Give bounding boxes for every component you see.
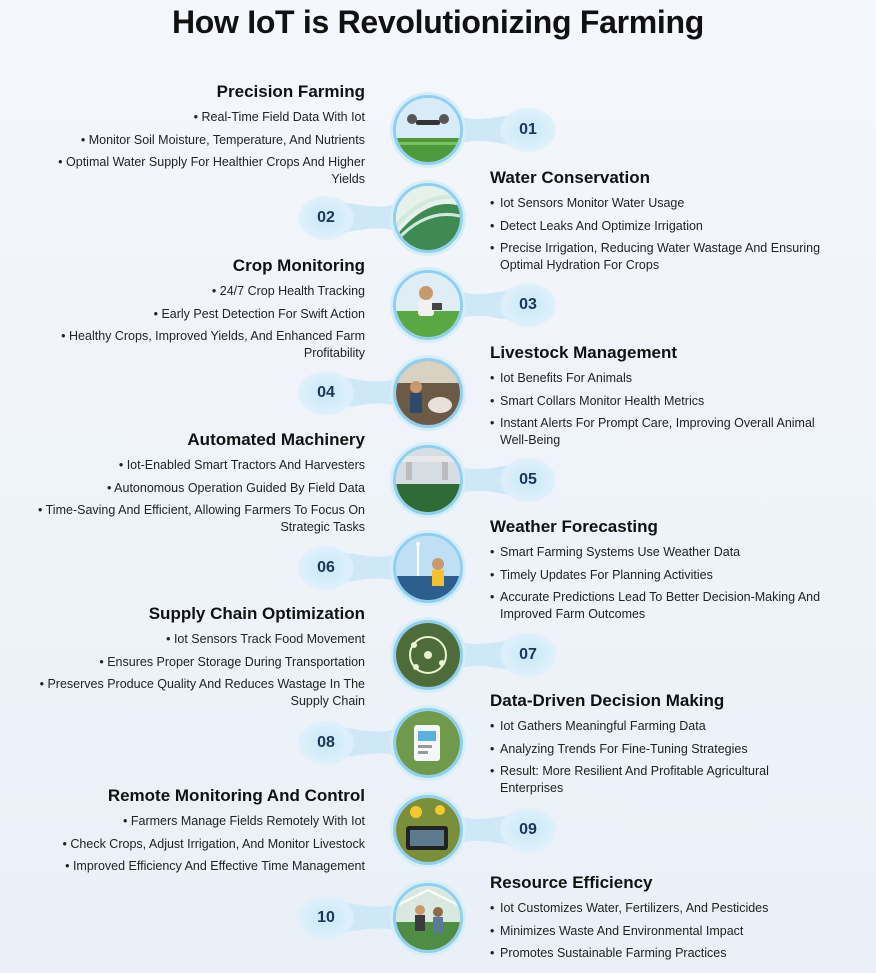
wind-turbine-solar-icon	[393, 533, 463, 603]
step-number: 08	[298, 721, 354, 765]
step-number: 10	[298, 896, 354, 940]
step-point: • Ensures Proper Storage During Transportation	[25, 654, 365, 671]
step-point: • Optimal Water Supply For Healthier Crops And Higher Yields	[25, 154, 365, 188]
step-point: • Farmers Manage Fields Remotely With Iot	[25, 813, 365, 830]
automated-machinery-icon-image	[396, 448, 460, 512]
step-point: • 24/7 Crop Health Tracking	[25, 283, 365, 300]
tablet-data-icon	[393, 708, 463, 778]
step-points	[25, 283, 365, 362]
step-point: • Detect Leaks And Optimize Irrigation	[490, 218, 835, 235]
greenhouse-workers-icon-image	[396, 886, 460, 950]
page-title: How IoT is Revolutionizing Farming	[171, 4, 705, 40]
step-point: • Minimizes Waste And Environmental Impact	[490, 923, 835, 940]
drone-over-field-icon-image	[396, 98, 460, 162]
step-point: • Iot Sensors Monitor Water Usage	[490, 195, 835, 212]
step-point: • Early Pest Detection For Swift Action	[25, 306, 365, 323]
step-points	[25, 813, 365, 875]
step-heading: Supply Chain Optimization	[148, 604, 365, 623]
step-point: • Analyzing Trends For Fine-Tuning Strategies	[490, 741, 835, 758]
greenhouse-workers-icon	[393, 883, 463, 953]
step-point: • Autonomous Operation Guided By Field Data	[25, 480, 365, 497]
step-block	[25, 256, 365, 368]
step-point: • Accurate Predictions Lead To Better Decision-Making And Improved Farm Outcomes	[490, 589, 835, 623]
step-point: • Monitor Soil Moisture, Temperature, And Nutrients	[25, 132, 365, 149]
step-heading: Remote Monitoring And Control	[107, 786, 365, 805]
step-number: 01	[500, 108, 556, 152]
step-block	[490, 517, 835, 629]
step-point: • Improved Efficiency And Effective Time Management	[25, 858, 365, 875]
step-heading: Automated Machinery	[187, 430, 365, 449]
tablet-data-icon-image	[396, 711, 460, 775]
farmer-with-tablet-icon	[393, 270, 463, 340]
step-point: • Instant Alerts For Prompt Care, Improving Overall Animal Well-Being	[490, 415, 835, 449]
step-points	[25, 457, 365, 536]
step-point: • Smart Farming Systems Use Weather Data	[490, 544, 835, 561]
step-point: • Iot Sensors Track Food Movement	[25, 631, 365, 648]
livestock-barn-icon-image	[396, 361, 460, 425]
automated-machinery-icon	[393, 445, 463, 515]
step-heading: Weather Forecasting	[490, 517, 658, 536]
step-point: • Iot-Enabled Smart Tractors And Harvesters	[25, 457, 365, 474]
drone-over-field-icon	[393, 95, 463, 165]
step-point: • Iot Customizes Water, Fertilizers, And Pesticides	[490, 900, 835, 917]
step-point: • Iot Gathers Meaningful Farming Data	[490, 718, 835, 735]
step-points	[490, 718, 835, 797]
step-block	[490, 168, 835, 280]
step-heading: Data-Driven Decision Making	[490, 691, 725, 710]
step-block	[490, 343, 835, 455]
step-number: 04	[298, 371, 354, 415]
step-heading: Precision Farming	[216, 82, 365, 101]
step-heading: Water Conservation	[490, 168, 650, 187]
remote-tablet-icon	[393, 795, 463, 865]
farmer-with-tablet-icon-image	[396, 273, 460, 337]
step-point: • Smart Collars Monitor Health Metrics	[490, 393, 835, 410]
step-block	[25, 430, 365, 542]
step-point: • Promotes Sustainable Farming Practices	[490, 945, 835, 962]
step-block	[490, 691, 835, 803]
step-block	[490, 873, 835, 968]
step-number: 09	[500, 808, 556, 852]
step-number: 06	[298, 546, 354, 590]
digital-network-icon-image	[396, 623, 460, 687]
step-point: • Result: More Resilient And Profitable Agricultural Enterprises	[490, 763, 835, 797]
step-heading: Crop Monitoring	[232, 256, 365, 275]
step-point: • Timely Updates For Planning Activities	[490, 567, 835, 584]
step-block	[25, 604, 365, 716]
step-heading: Resource Efficiency	[490, 873, 653, 892]
step-number: 02	[298, 196, 354, 240]
greenhouse-irrigation-icon-image	[396, 186, 460, 250]
step-point: • Healthy Crops, Improved Yields, And Enhanced Farm Profitability	[25, 328, 365, 362]
step-number: 07	[500, 633, 556, 677]
livestock-barn-icon	[393, 358, 463, 428]
step-point: • Check Crops, Adjust Irrigation, And Monitor Livestock	[25, 836, 365, 853]
step-points	[25, 631, 365, 710]
step-block	[25, 82, 365, 194]
step-points	[490, 195, 835, 274]
step-point: • Preserves Produce Quality And Reduces Wastage In The Supply Chain	[25, 676, 365, 710]
greenhouse-irrigation-icon	[393, 183, 463, 253]
remote-tablet-icon-image	[396, 798, 460, 862]
step-point: • Time-Saving And Efficient, Allowing Farmers To Focus On Strategic Tasks	[25, 502, 365, 536]
step-block	[25, 786, 365, 881]
wind-turbine-solar-icon-image	[396, 536, 460, 600]
step-point: • Real-Time Field Data With Iot	[25, 109, 365, 126]
step-points	[490, 544, 835, 623]
step-heading: Livestock Management	[490, 343, 678, 362]
step-points	[490, 370, 835, 449]
step-points	[490, 900, 835, 962]
digital-network-icon	[393, 620, 463, 690]
step-number: 05	[500, 458, 556, 502]
step-point: • Iot Benefits For Animals	[490, 370, 835, 387]
step-number: 03	[500, 283, 556, 327]
step-point: • Precise Irrigation, Reducing Water Wastage And Ensuring Optimal Hydration For Crops	[490, 240, 835, 274]
step-points	[25, 109, 365, 188]
